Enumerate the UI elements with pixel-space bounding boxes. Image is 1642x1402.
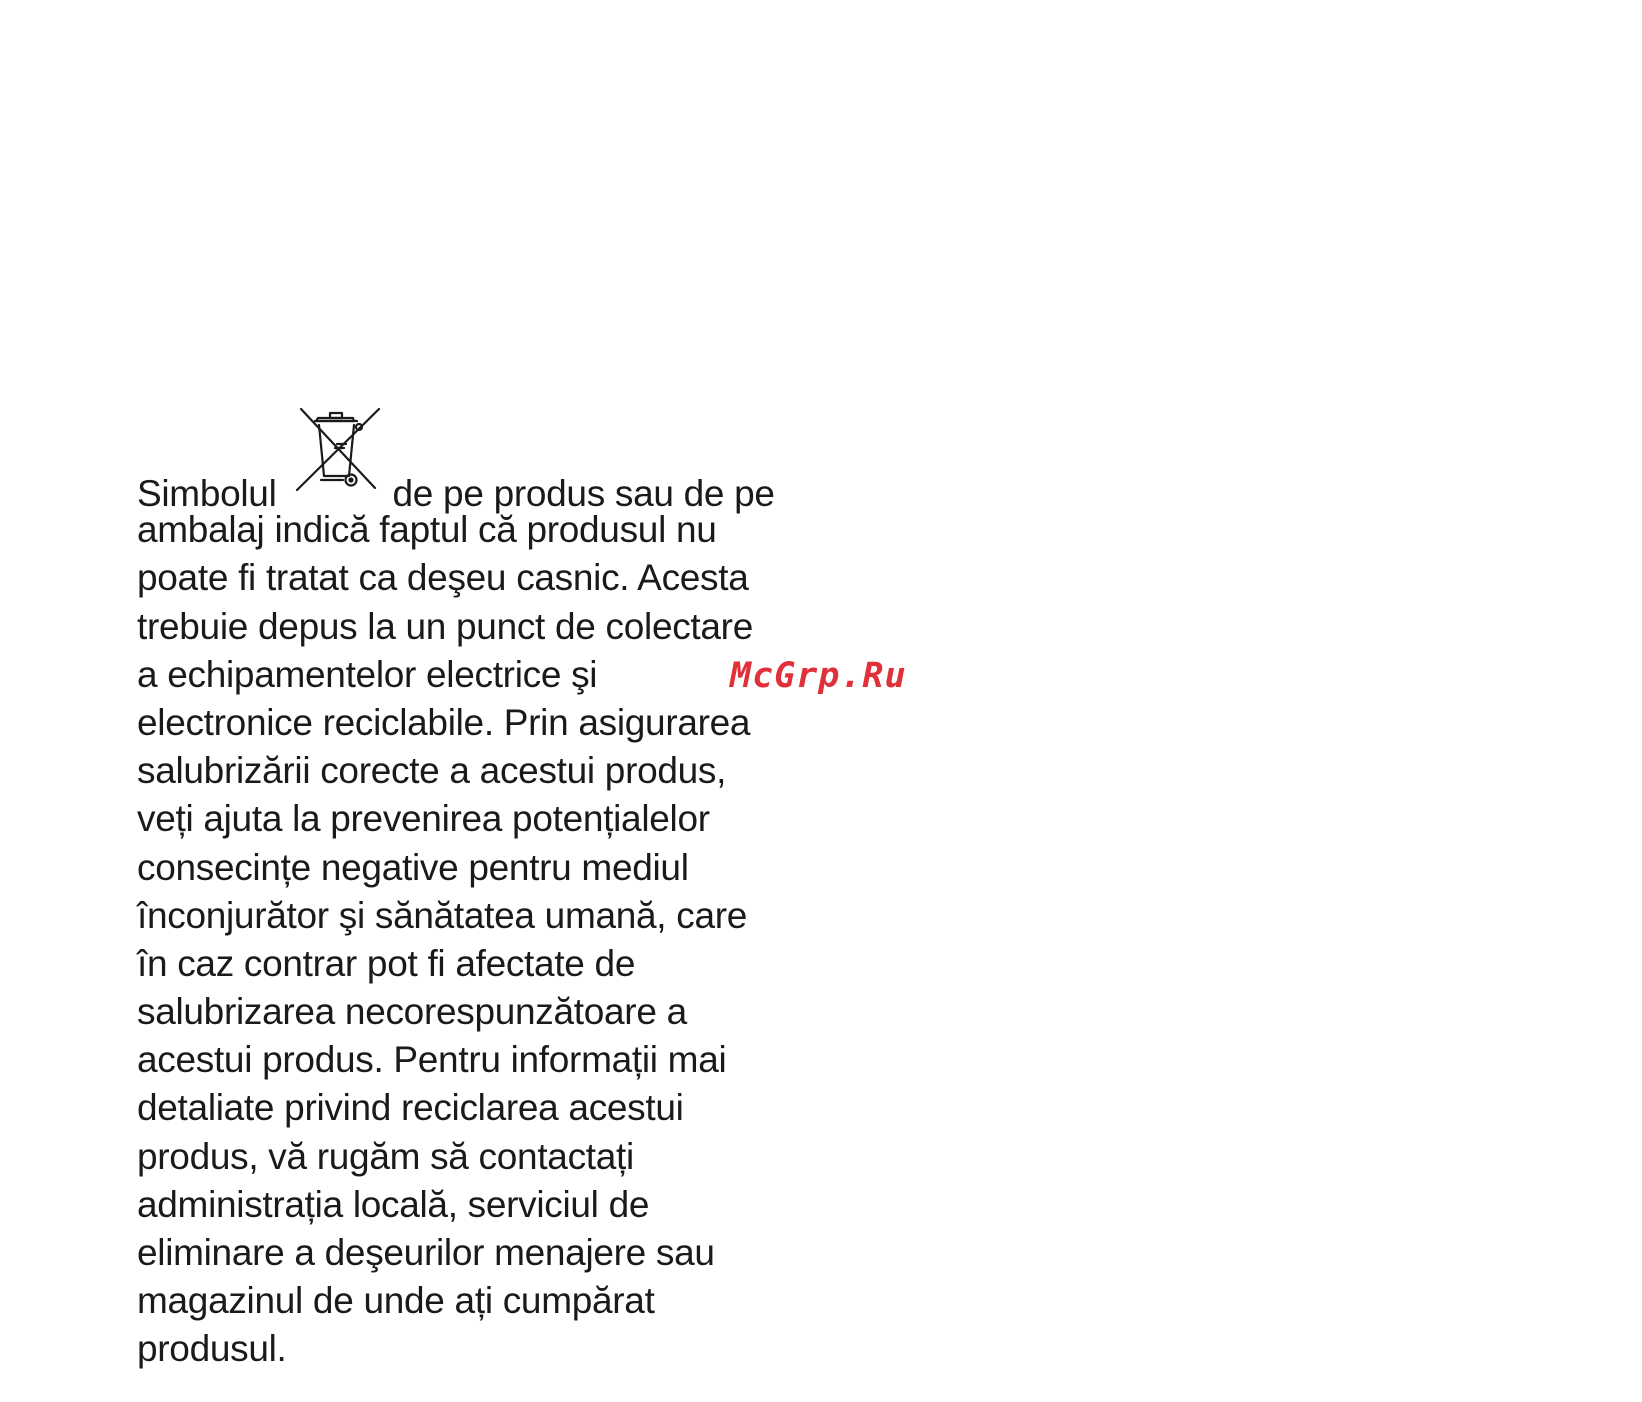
weee-disposal-paragraph [137,458,857,1374]
text-line: trebuie depus la un punct de colectare [137,605,753,647]
text-line-start: Simbolul [137,473,277,514]
text-line: a echipamentelor electrice şi [137,653,598,695]
text-line: înconjurător şi sănătatea umană, care [137,894,748,936]
text-line: detaliate privind reciclarea acestui [137,1087,684,1129]
text-line: salubrizarea necorespunzătoare a [137,991,687,1033]
text-line: salubrizării corecte a acestui produs, [137,750,727,792]
text-line-end: de pe produs sau de pe [392,473,775,514]
text-line: electronice reciclabile. Prin asigurarea [137,701,751,743]
text-line: consecințe negative pentru mediul [137,846,689,888]
weee-symbol [291,458,383,506]
text-line: veți ajuta la prevenirea potențialelor [137,798,710,840]
text-line: produsul. [137,1328,287,1370]
watermark-logo: McGrp.Ru [730,656,907,696]
text-line: în caz contrar pot fi afectate de [137,942,636,984]
text-line: eliminare a deşeurilor menajere sau [137,1232,715,1273]
text-line [137,458,857,514]
crossed-out-wheelie-bin-icon [291,408,383,500]
text-line: administrația locală, serviciul de [137,1183,650,1225]
text-line: produs, vă rugăm să contactați [137,1135,634,1177]
text-line: acestui produs. Pentru informații mai [137,1039,727,1081]
text-line: poate fi tratat ca deşeu casnic. Acesta [137,557,749,599]
text-line: magazinul de unde ați cumpărat [137,1280,655,1322]
text-line: ambalaj indică faptul că produsul nu [137,509,717,551]
